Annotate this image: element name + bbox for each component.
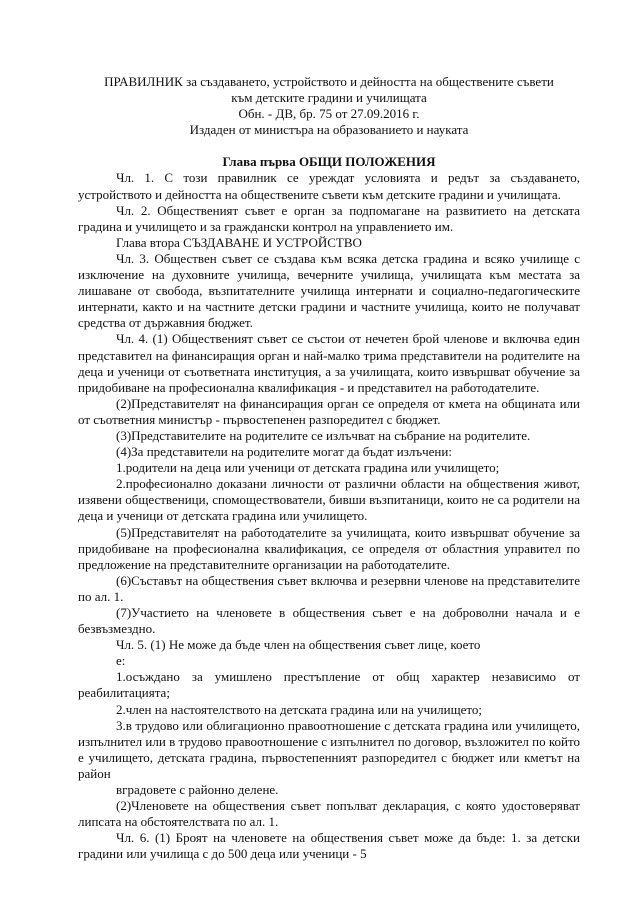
regulation-title-continued: към детските градини и училищата — [231, 90, 427, 106]
article-4-paragraph-1: Чл. 4. (1) Общественият съвет се състои от нечетен брой членове и включва един представител на финансиращия орган и най-малко трима представители на родителите на деца и ученици от съответната институция, а за училищата, които извършват обучение за придобиване на професионална квалификация - и представител на работодателите. — [78, 331, 580, 395]
chapter-two-title: Глава втора СЪЗДАВАНЕ И УСТРОЙСТВО — [116, 234, 362, 250]
publication-info: Обн. - ДВ, бр. 75 от 27.09.2016 г. — [238, 106, 420, 122]
article-4-paragraph-3: (3)Представителите на родителите се излъчват на събрание на родителите. — [116, 427, 531, 443]
article-5-paragraph-1-continued: е: — [116, 653, 126, 669]
article-2: Чл. 2. Общественият съвет е орган за подпомагане на развитието на детската градина и училището и за граждански контрол на управлението им. — [78, 202, 580, 234]
article-4-paragraph-4-item-1: 1.родители на деца или ученици от детската градина или училището; — [116, 460, 500, 476]
article-4-paragraph-4: (4)За представители на родителите могат да бъдат излъчени: — [116, 444, 452, 460]
document-header — [78, 74, 580, 138]
article-4-paragraph-2: (2)Представителят на финансиращия орган се определя от кмета на общината или от съответния министър - първостепенен разпоредител с бюджет. — [78, 395, 580, 427]
chapter-one-title: Глава първа ОБЩИ ПОЛОЖЕНИЯ — [222, 154, 436, 170]
article-5-paragraph-1-item-2: 2.член на настоятелството на детската градина или на училището; — [116, 701, 482, 717]
article-5-paragraph-2: (2)Членовете на обществения съвет попълват декларация, с която удостоверяват липсата на обстоятелствата по ал. 1. — [78, 798, 580, 830]
article-4-paragraph-7: (7)Участието на членовете в обществения съвет е на доброволни начала и е безвъзмездно. — [78, 605, 580, 637]
article-4-paragraph-5: (5)Представителят на работодателите за училищата, които извършват обучение за придобиване на професионална квалификация, се определя от областния управител по предложение на представителните организации на работодателите. — [78, 524, 580, 572]
article-5-paragraph-1: Чл. 5. (1) Не може да бъде член на обществения съвет лице, което — [116, 637, 481, 653]
article-1: Чл. 1. С този правилник се уреждат условията и редът за създаването, устройството и дейността на обществените съвети към детските градини и училищата. — [78, 170, 580, 202]
article-6-paragraph-1: Чл. 6. (1) Броят на членовете на обществения съвет може да бъде: 1. за детски градини или училища с до 500 деца или ученици - 5 — [78, 830, 580, 862]
article-5-paragraph-1-item-1: 1.осъждано за умишлено престъпление от общ характер независимо от реабилитацията; — [78, 669, 580, 701]
regulation-title: ПРАВИЛНИК за създаването, устройството и дейността на обществените съвети — [104, 74, 554, 89]
issuer-info: Издаден от министъра на образованието и науката — [189, 122, 469, 138]
article-3: Чл. 3. Обществен съвет се създава към всяка детска градина и всяко училище с изключение на духовните училища, вечерните училища, училищата към местата за лишаване от свобода, възпитателните училища интернати и социално-педагогическите интернати, както и на частните детски градини и частните училища, които не получават средства от държавния бюджет. — [78, 250, 580, 331]
article-5-paragraph-1-item-3-continued: вградовете с районно делене. — [116, 782, 279, 798]
article-4-paragraph-4-item-2: 2.професионално доказани личности от различни области на обществения живот, изявени общественици, спомоществователи, бивши възпитаници, които не са родители на деца и ученици от детската градина или училището. — [78, 476, 580, 524]
article-5-paragraph-1-item-3: 3.в трудово или облигационно правоотношение с детската градина или училището, изпълнител или в трудово правоотношение с изпълнител по договор, възложител по който е училището, детската градина, първостепенният разпоредител с бюджет или кметът на район — [78, 717, 580, 781]
article-4-paragraph-6: (6)Съставът на обществения съвет включва и резервни членове на представителите по ал. 1. — [78, 572, 580, 604]
